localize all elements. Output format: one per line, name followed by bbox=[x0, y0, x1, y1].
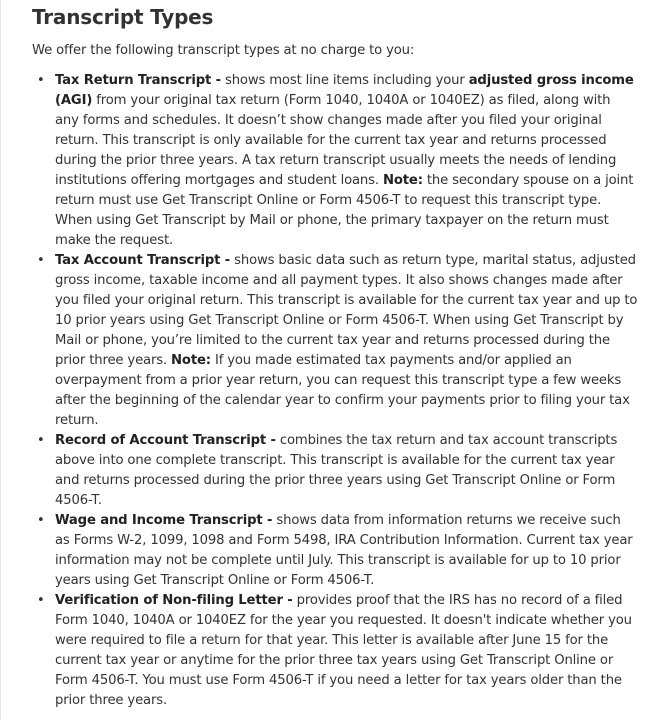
bullet-icon: • bbox=[37, 433, 45, 448]
left-edge-divider bbox=[0, 0, 1, 720]
bullet-icon: • bbox=[37, 513, 45, 528]
item-text: from your original tax return (Form 1040, 1040A or 1040EZ) as filed, along with any forms and schedules. It doesn’t show changes made after you filed your original return. This transcript is only available for the current tax year and returns processed during the prior three years. A tax return transcript usually meets the needs of lending institutions offering mortgages and student loans. bbox=[55, 93, 617, 188]
list-item-tax-return-transcript bbox=[37, 71, 638, 251]
item-text: shows basic data such as return type, marital status, adjusted gross income, taxable income and all payment types. It also shows changes made after you filed your original return. This transcript is available for the current tax year and up to 10 prior years using Get Transcript Online or Form 4506-T. When using Get Transcript by Mail or phone, you’re limited to the current tax year and returns processed during the prior three years. bbox=[55, 253, 638, 368]
list-item-record-of-account-transcript bbox=[37, 431, 638, 511]
item-text: shows most line items including your bbox=[220, 73, 469, 88]
item-text: the secondary spouse on a joint return must use Get Transcript Online or Form 4506-T to request this transcript type. When using Get Transcript by Mail or phone, the primary taxpayer on the return must make the request. bbox=[55, 173, 634, 248]
item-note-label: Note: bbox=[171, 353, 211, 368]
intro-paragraph: We offer the following transcript types at no charge to you: bbox=[32, 43, 415, 58]
item-name: Wage and Income Transcript - bbox=[55, 513, 273, 528]
page-title: Transcript Types bbox=[32, 5, 214, 29]
bullet-icon: • bbox=[37, 73, 45, 88]
bullet-icon: • bbox=[37, 593, 45, 608]
bullet-icon: • bbox=[37, 253, 45, 268]
item-text: provides proof that the IRS has no record of a filed Form 1040, 1040A or 1040EZ for the year you requested. It doesn't indicate whether you were required to file a return for that year. This letter is available after June 15 for the current tax year or anytime for the prior three tax years using Get Transcript Online or Form 4506-T. You must use Form 4506-T if you need a letter for tax years older than the prior three years. bbox=[55, 593, 632, 708]
item-text: combines the tax return and tax account transcripts above into one complete transcript. This transcript is available for the current tax year and returns processed during the prior three years using Get Transcript Online or Form 4506-T. bbox=[55, 433, 618, 508]
list-item-tax-account-transcript bbox=[37, 251, 638, 431]
list-item-verification-of-non-filing-letter bbox=[37, 591, 638, 711]
item-text: If you made estimated tax payments and/or applied an overpayment from a prior year return, you can request this transcript type a few weeks after the beginning of the calendar year to confirm your payments prior to filing your tax return. bbox=[55, 353, 630, 428]
transcript-type-list bbox=[32, 71, 638, 711]
item-text: shows data from information returns we receive such as Forms W-2, 1099, 1098 and Form 5498, IRA Contribution Information. Current tax year information may not be complete until July. This transcript is available for up to 10 prior years using Get Transcript Online or Form 4506-T. bbox=[55, 513, 633, 588]
item-name: Record of Account Transcript - bbox=[55, 433, 276, 448]
item-emphasis: adjusted gross income (AGI) bbox=[55, 73, 634, 108]
item-note-label: Note: bbox=[382, 173, 423, 188]
item-name: Tax Return Transcript - bbox=[55, 73, 221, 88]
item-name: Verification of Non-filing Letter - bbox=[55, 593, 293, 608]
list-item-wage-and-income-transcript bbox=[37, 511, 638, 591]
item-name: Tax Account Transcript - bbox=[55, 253, 231, 268]
